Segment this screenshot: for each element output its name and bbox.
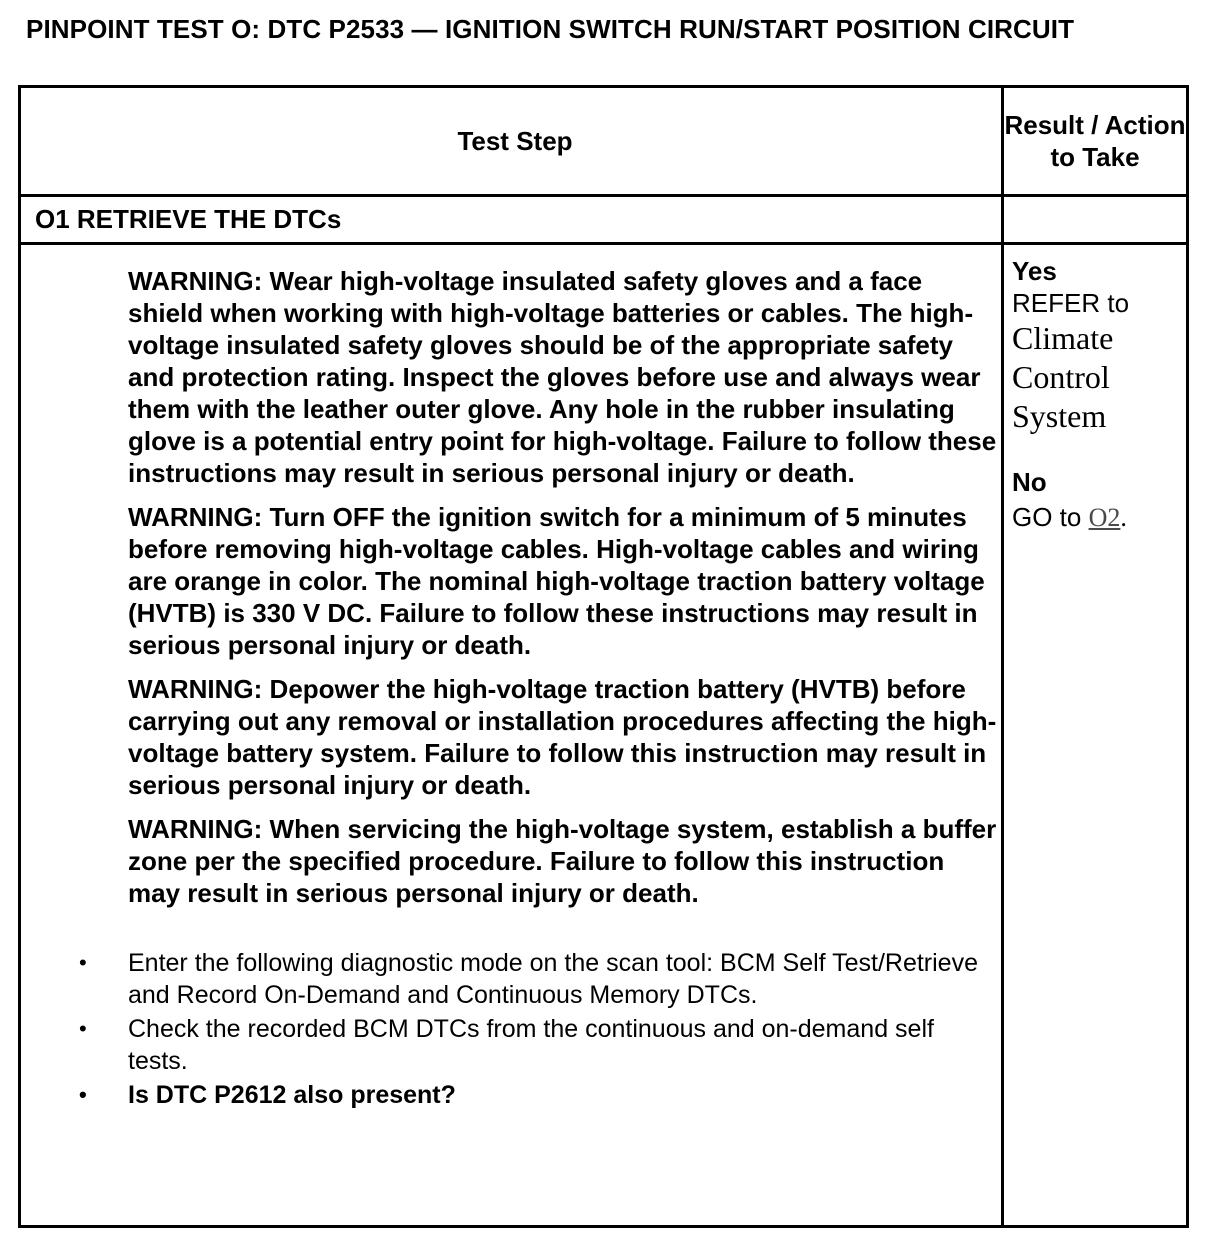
bullet-icon: •: [79, 950, 87, 975]
result-yes-action: REFER to: [1012, 288, 1130, 318]
result-yes-label: Yes: [1012, 256, 1057, 286]
instruction-item: [21, 1013, 1001, 1077]
warning-text: WARNING: Turn OFF the ignition switch for a minimum of 5 minutes before removing high-voltage cables. High-voltage cables and wiring are orange in color. The nominal high-voltage traction battery voltage (HVTB) is 330 V DC. Failure to follow these instructions may result in serious personal injury or death.: [128, 502, 985, 660]
bullet-icon: •: [79, 1082, 87, 1107]
step-title-result-cell: [1003, 196, 1188, 244]
header-result-action: Result / Action to Take: [1003, 87, 1188, 196]
pinpoint-test-table: [18, 85, 1189, 1228]
table-header-row: [20, 87, 1188, 196]
warnings-list: [128, 265, 998, 909]
instruction-question: [21, 1079, 1001, 1111]
result-cell: [1003, 244, 1188, 1227]
instruction-list: [21, 947, 1001, 1111]
result-yes-target: Climate Control System: [1012, 320, 1114, 434]
warning-text: WARNING: When servicing the high-voltage system, establish a buffer zone per the specified procedure. Failure to follow this instruction may result in serious personal injury or death.: [128, 814, 997, 908]
warning-text: WARNING: Depower the high-voltage traction battery (HVTB) before carrying out any removal or installation procedures affecting the high-voltage battery system. Failure to follow this instruction may result in serious personal injury or death.: [128, 674, 997, 800]
step-body-row: [20, 244, 1188, 1227]
step-title: O1 RETRIEVE THE DTCs: [20, 196, 1003, 244]
step-title-row: [20, 196, 1188, 244]
result-no-suffix: .: [1120, 503, 1127, 532]
warning-text: WARNING: Wear high-voltage insulated safety gloves and a face shield when working with high-voltage batteries or cables. The high-voltage insulated safety gloves should be of the appropriate safety and protection rating. Inspect the gloves before use and always wear them with the leather outer glove. Any hole in the rubber insulating glove is a potential entry point for high-voltage. Failure to follow these instructions may result in serious personal injury or death.: [128, 266, 997, 488]
instruction-text: Check the recorded BCM DTCs from the continuous and on-demand self tests.: [128, 1015, 934, 1075]
result-no-prefix: GO to: [1012, 502, 1082, 532]
page-title: PINPOINT TEST O: DTC P2533 — IGNITION SWITCH RUN/START POSITION CIRCUIT: [26, 14, 1075, 44]
result-no-action: [1012, 498, 1178, 537]
step-body-cell: [20, 244, 1003, 1227]
question-text: Is DTC P2612 also present?: [128, 1081, 456, 1109]
bullet-icon: •: [79, 1016, 87, 1041]
result-no-label: No: [1012, 467, 1047, 497]
header-test-step: Test Step: [20, 87, 1003, 196]
goto-o2-link[interactable]: O2: [1088, 503, 1121, 532]
instruction-item: [21, 947, 1001, 1011]
instruction-text: Enter the following diagnostic mode on the scan tool: BCM Self Test/Retrieve and Record On-Demand and Continuous Memory DTCs.: [128, 949, 978, 1009]
